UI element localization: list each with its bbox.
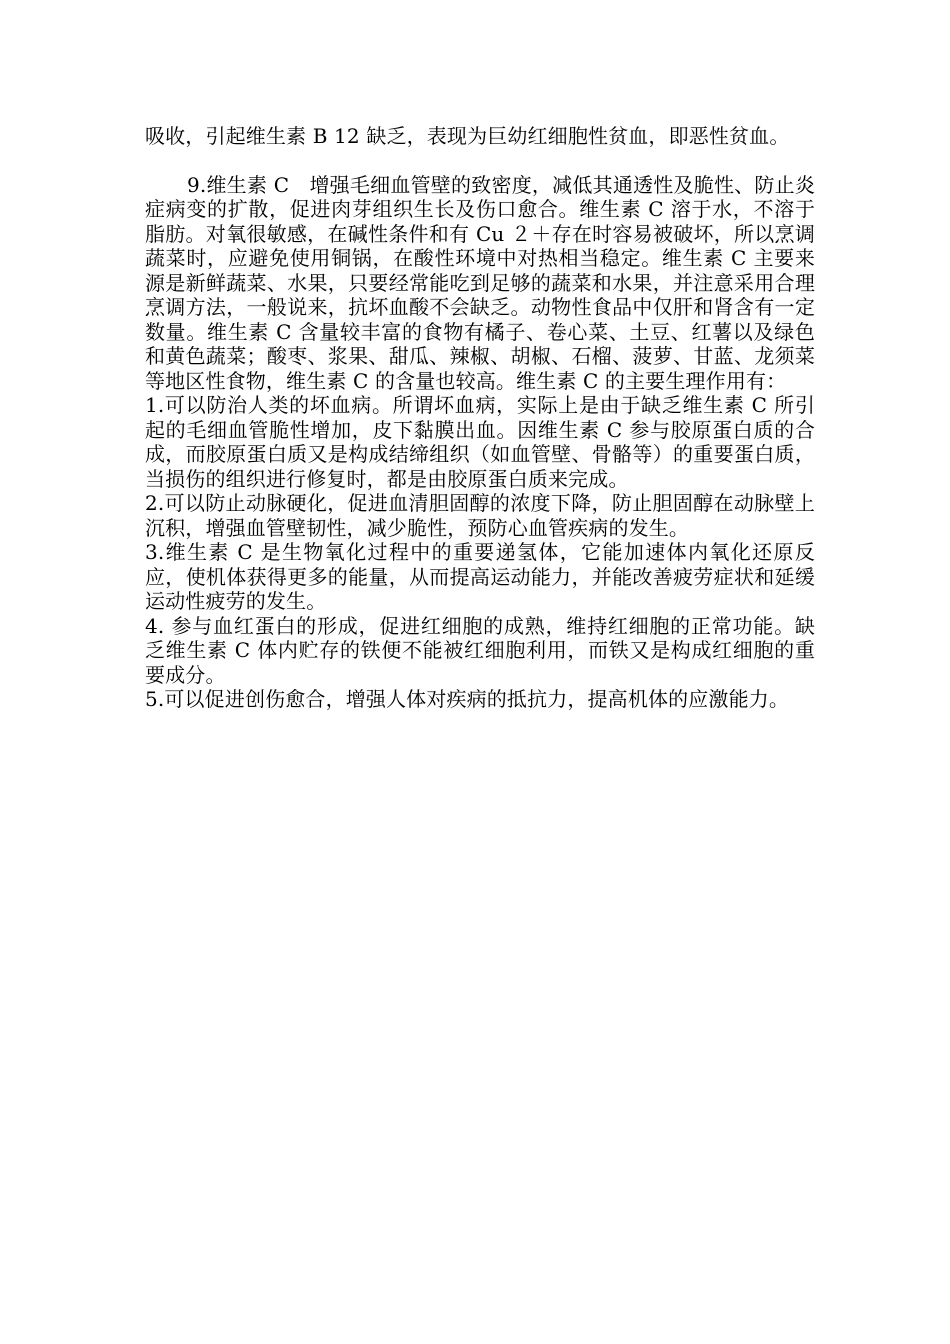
list-item-oxidation: 3.维生素 C 是生物氧化过程中的重要递氢体，它能加速体内氧化还原反应，使机体获得更多的能量，从而提高运动能力，并能改善疲劳症状和延缓运动性疲劳的发生。 (145, 540, 815, 613)
list-item-scurvy: 1.可以防治人类的坏血病。所谓坏血病，实际上是由于缺乏维生素 C 所引起的毛细血管脆性增加，皮下黏膜出血。因维生素 C 参与胶原蛋白质的合成，而胶原蛋白质又是构成结缔组织（如血管壁、骨骼等）的重要蛋白质，当损伤的组织进行修复时，都是由胶原蛋白质来完成。 (145, 393, 815, 491)
paragraph-vitamin-b12-tail: 吸收，引起维生素 B 12 缺乏，表现为巨幼红细胞性贫血，即恶性贫血。 (145, 124, 790, 148)
document-body (145, 124, 815, 712)
paragraph-vitamin-c-intro: 9.维生素 C 增强毛细血管壁的致密度，减低其通透性及脆性、防止炎症病变的扩散，促进肉芽组织生长及伤口愈合。维生素 C 溶于水，不溶于脂肪。对氧很敏感，在碱性条件和有 Cu ２＋存在时容易被破坏，所以烹调蔬菜时，应避免使用铜锅，在酸性环境中对热相当稳定。维生素 C 主要来源是新鲜蔬菜、水果，只要经常能吃到足够的蔬菜和水果，并注意采用合理烹调方法，一般说来，抗坏血酸不会缺乏。动物性食品中仅肝和肾含有一定数量。维生素 C 含量较丰富的食物有橘子、卷心菜、土豆、红薯以及绿色和黄色蔬菜；酸枣、浆果、甜瓜、辣椒、胡椒、石榴、菠萝、甘蓝、龙须菜等地区性食物，维生素 C 的含量也较高。维生素 C 的主要生理作用有： (145, 172, 815, 393)
list-item-wound-healing: 5.可以促进创伤愈合，增强人体对疾病的抵抗力，提高机体的应激能力。 (145, 687, 790, 711)
list-item-arteriosclerosis: 2.可以防止动脉硬化，促进血清胆固醇的浓度下降，防止胆固醇在动脉壁上沉积，增强血管壁韧性，减少脆性，预防心血管疾病的发生。 (145, 491, 815, 540)
list-item-hemoglobin: 4. 参与血红蛋白的形成，促进红细胞的成熟，维持红细胞的正常功能。缺乏维生素 C 体内贮存的铁便不能被红细胞利用，而铁又是构成红细胞的重要成分。 (145, 613, 815, 687)
